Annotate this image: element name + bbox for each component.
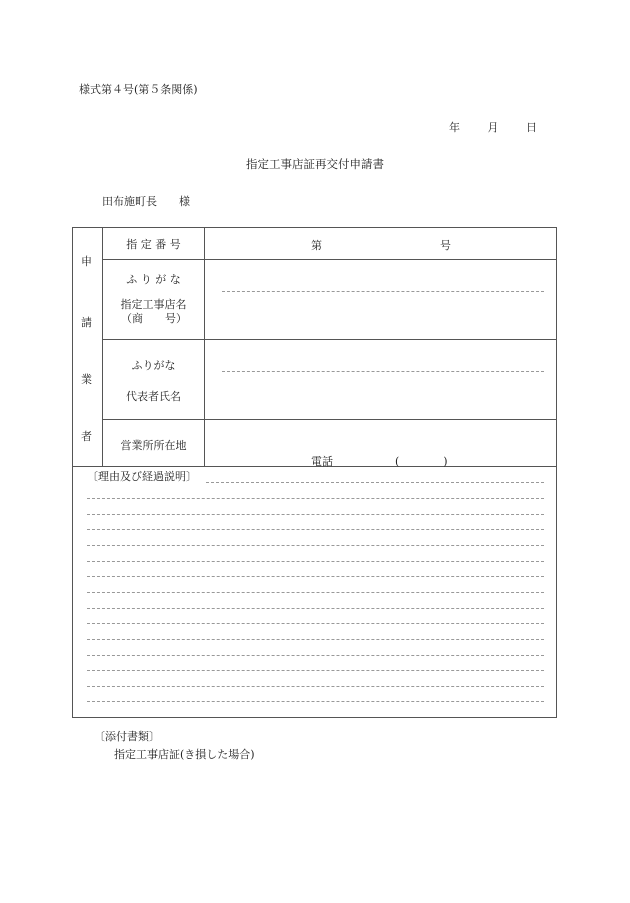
side-label-sha: 者 xyxy=(81,430,92,443)
company-furigana-label: ふ り が な xyxy=(126,273,181,286)
company-name-label: 指定工事店名 xyxy=(120,298,187,311)
reason-label: 〔理由及び経過説明〕 xyxy=(87,470,197,483)
office-address-label: 営業所所在地 xyxy=(120,439,187,452)
date-year: 年 xyxy=(449,121,460,134)
company-trade-name-label: （商 号） xyxy=(121,312,187,325)
representative-name-field[interactable] xyxy=(205,340,557,419)
office-address-field[interactable] xyxy=(205,420,557,466)
side-label-shin: 申 xyxy=(81,255,92,268)
side-label-sei: 請 xyxy=(81,316,92,329)
side-label-gyo: 業 xyxy=(81,373,92,386)
date-line xyxy=(449,119,537,135)
application-form-table xyxy=(72,227,557,718)
reason-field[interactable] xyxy=(73,467,557,718)
company-name-field[interactable] xyxy=(205,260,557,339)
attachments-heading: 〔添付書類〕 xyxy=(94,730,160,743)
designation-number-prefix: 第 xyxy=(311,239,322,252)
date-month: 月 xyxy=(487,121,499,134)
phone-paren: ( ) xyxy=(395,455,448,468)
designation-number-label: 指 定 番 号 xyxy=(126,238,181,251)
divider xyxy=(102,228,103,466)
designation-number-field[interactable] xyxy=(205,228,557,259)
representative-name-label: 代表者氏名 xyxy=(126,390,181,403)
designation-number-suffix: 号 xyxy=(440,239,451,252)
phone-label: 電話 xyxy=(311,455,333,468)
date-day: 日 xyxy=(526,121,537,134)
document-title: 指定工事店証再交付申請書 xyxy=(246,157,384,171)
representative-furigana-label: ふりがな xyxy=(131,359,176,372)
addressee: 田布施町長 様 xyxy=(102,195,190,208)
form-number: 様式第４号(第５条関係) xyxy=(79,83,198,96)
attachment-item: 指定工事店証(き損した場合) xyxy=(114,748,255,761)
